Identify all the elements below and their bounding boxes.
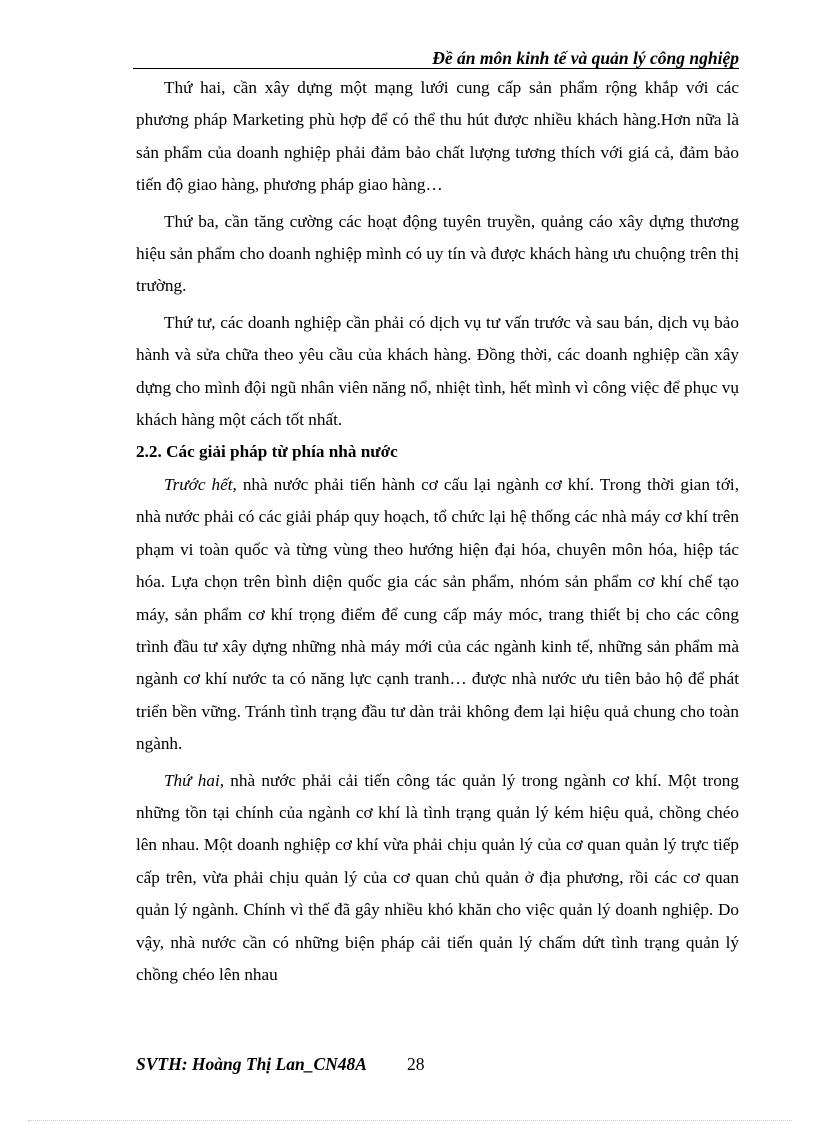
page-footer [136,1054,424,1075]
paragraph-body-text: nhà nước phải cải tiến công tác quản lý trong ngành cơ khí. Một trong những tồn tại chính của ngành cơ khí là tình trạng quản lý kém hiệu quả, chồng chéo lên nhau. Một doanh nghiệp cơ khí vừa phải chịu quản lý của cơ quan quản lý trực tiếp cấp trên, vừa phải chịu quản lý của cơ quan chủ quản ở địa phương, rồi các cơ quan quản lý ngành. Chính vì thế đã gây nhiều khó khăn cho việc quản lý doanh nghiệp. Do vậy, nhà nước cần có những biện pháp cải tiến quản lý chấm dứt tình trạng quản lý chồng chéo lên nhau [136,770,739,984]
paragraph-body-text: nhà nước phải tiến hành cơ cấu lại ngành cơ khí. Trong thời gian tới, nhà nước phải có các giải pháp quy hoạch, tổ chức lại hệ thống các nhà máy cơ khí trên phạm vi toàn quốc và từng vùng theo hướng hiện đại hóa, chuyên môn hóa, hiệp tác hóa. Lựa chọn trên bình diện quốc gia các sản phẩm, nhóm sản phẩm cơ khí chế tạo máy, sản phẩm cơ khí trọng điểm để cung cấp máy móc, trang thiết bị cho các công trình đầu tư xây dựng những nhà máy mới của các ngành kinh tế, những sản phẩm mà ngành cơ khí nước ta có năng lực cạnh tranh… được nhà nước ưu tiên bảo hộ để phát triển bền vững. Tránh tình trạng đầu tư dàn trải không đem lại hiệu quả chung cho toàn ngành. [136,474,739,754]
paragraph-lead-italic: Thứ hai, [164,770,225,790]
paragraph-thu-tu-dich-vu: Thứ tư, các doanh nghiệp cần phải có dịch vụ tư vấn trước và sau bán, dịch vụ bảo hành và sửa chữa theo yêu cầu của khách hàng. Đồng thời, các doanh nghiệp cần xây dựng cho mình đội ngũ nhân viên năng nổ, nhiệt tình, hết mình vì công việc để phục vụ khách hàng một cách tốt nhất. [136,312,739,430]
paragraph-truoc-het [136,469,739,761]
page-bottom-border [28,1120,792,1121]
paragraph-thu-ba-quang-cao: Thứ ba, cần tăng cường các hoạt động tuyên truyền, quảng cáo xây dựng thương hiệu sản phẩm cho doanh nghiệp mình có uy tín và được khách hàng ưu chuộng trên thị trường. [136,211,739,296]
page-number: 28 [406,1054,425,1074]
page-header-title: Đề án môn kinh tế và quản lý công nghiệp [432,48,739,68]
section-heading: 2.2. Các giải pháp từ phía nhà nước [136,442,398,462]
header-divider [133,68,739,69]
document-body [136,72,739,991]
footer-author: SVTH: Hoàng Thị Lan_CN48A [136,1054,367,1074]
paragraph-thu-hai-marketing: Thứ hai, cần xây dựng một mạng lưới cung cấp sản phẩm rộng khắp với các phương pháp Marketing phù hợp để có thể thu hút được nhiều khách hàng.Hơn nữa là sản phẩm của doanh nghiệp phải đảm bảo chất lượng tương thích với giá cả, đảm bảo tiến độ giao hàng, phương pháp giao hàng… [136,78,739,195]
paragraph-lead-italic: Trước hết, [164,474,237,494]
paragraph-thu-hai-quan-ly [136,765,739,992]
